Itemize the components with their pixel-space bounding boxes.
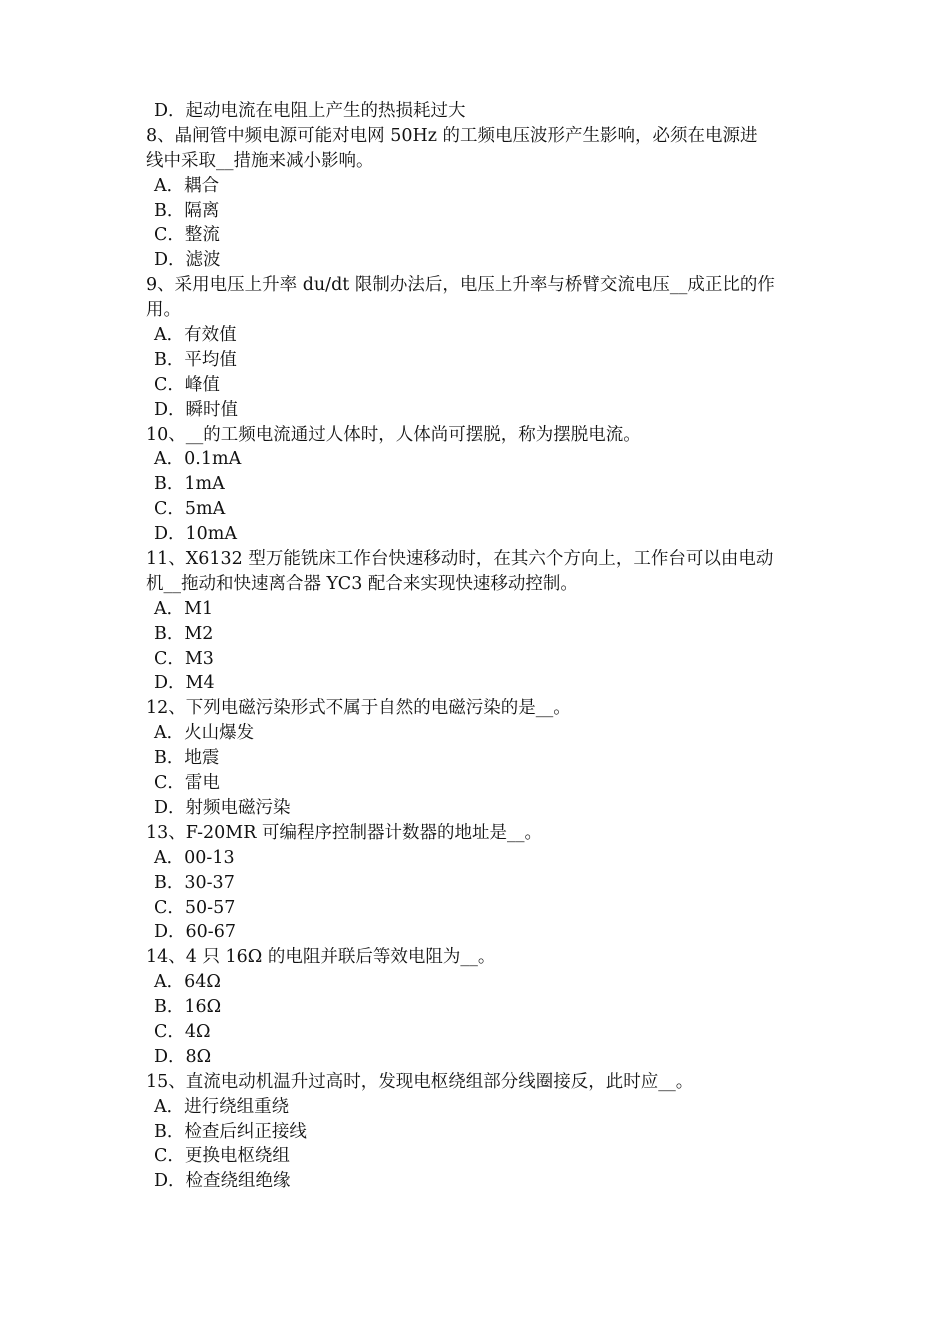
option-text: 检查绕组绝缘 [185, 1171, 291, 1192]
option-letter: C． [154, 374, 185, 395]
option-letter: A． [154, 449, 185, 470]
option-text: 16Ω [184, 997, 222, 1018]
option-text: 隔离 [184, 200, 220, 221]
answer-option [146, 647, 814, 672]
option-text: 有效值 [184, 325, 237, 346]
option-text: M1 [184, 598, 214, 619]
option-letter: D． [154, 1046, 186, 1067]
option-letter: A． [154, 1096, 185, 1117]
question-stem-line: 9、采用电压上升率 du/dt 限制办法后，电压上升率与桥臂交流电压__成正比的作 [146, 275, 775, 296]
answer-option [146, 896, 814, 921]
option-text: 00-13 [184, 847, 235, 868]
answer-option [146, 323, 814, 348]
option-letter: C． [154, 1021, 185, 1042]
option-text: M3 [184, 648, 214, 669]
option-letter: B． [154, 872, 185, 893]
option-letter: A． [154, 972, 185, 993]
answer-option [146, 1045, 814, 1070]
option-text: 0.1mA [184, 449, 242, 470]
option-text: 64Ω [184, 972, 221, 993]
question-stem-line: 机__拖动和快速离合器 YC3 配合来实现快速移动控制。 [146, 573, 578, 594]
option-text: 峰值 [184, 374, 220, 395]
option-letter: D． [154, 673, 186, 694]
option-letter: B． [154, 349, 185, 370]
option-letter: D． [154, 101, 186, 121]
answer-option [146, 597, 814, 622]
question-stem-line: 8、晶闸管中频电源可能对电网 50Hz 的工频电压波形产生影响，必须在电源进 [146, 125, 758, 146]
option-letter: B． [154, 997, 185, 1018]
option-text: 8Ω [185, 1046, 212, 1067]
answer-option [146, 671, 814, 696]
answer-option [146, 248, 814, 273]
option-text: 10mA [185, 524, 238, 545]
answer-option [146, 522, 814, 547]
question-stem-line: 12、下列电磁污染形式不属于自然的电磁污染的是__。 [146, 698, 571, 719]
option-letter: B． [154, 748, 185, 769]
question-stem-line: 15、直流电动机温升过高时，发现电枢绕组部分线圈接反，此时应__。 [146, 1071, 694, 1092]
option-text: 滤波 [185, 250, 221, 271]
answer-option [146, 796, 814, 821]
option-letter: D． [154, 797, 186, 818]
option-letter: D． [154, 922, 186, 943]
option-text: 60-67 [185, 922, 236, 943]
question-stem-line: 10、__的工频电流通过人体时，人体尚可摆脱，称为摆脱电流。 [146, 424, 641, 445]
answer-option [146, 622, 814, 647]
option-letter: C． [154, 225, 185, 246]
answer-option [146, 348, 814, 373]
option-letter: D． [154, 399, 186, 420]
option-text: 地震 [184, 748, 220, 769]
answer-option [146, 920, 814, 945]
option-text: 起动电流在电阻上产生的热损耗过大 [185, 101, 466, 121]
answer-option [146, 99, 814, 124]
answer-option [146, 771, 814, 796]
option-letter: C． [154, 499, 185, 520]
answer-option [146, 1169, 814, 1194]
answer-option [146, 472, 814, 497]
option-text: 耦合 [184, 175, 220, 196]
option-text: 检查后纠正接线 [184, 1121, 307, 1142]
option-text: 平均值 [184, 349, 237, 370]
option-letter: C． [154, 648, 185, 669]
answer-option [146, 1020, 814, 1045]
answer-option [146, 1120, 814, 1145]
answer-option [146, 871, 814, 896]
question-stem-line: 线中采取__措施来减小影响。 [146, 150, 374, 171]
option-letter: D． [154, 1171, 186, 1192]
option-letter: C． [154, 897, 185, 918]
answer-option [146, 223, 814, 248]
answer-option [146, 746, 814, 771]
option-letter: A． [154, 847, 185, 868]
answer-option [146, 373, 814, 398]
question-list [146, 99, 814, 1194]
question-stem-line: 14、4 只 16Ω 的电阻并联后等效电阻为__。 [146, 947, 496, 968]
answer-option [146, 1095, 814, 1120]
question-stem-line: 用。 [146, 300, 181, 321]
option-text: 雷电 [184, 773, 220, 794]
question-stem-line: 11、X6132 型万能铣床工作台快速移动时，在其六个方向上，工作台可以由电动 [146, 549, 774, 570]
answer-option [146, 970, 814, 995]
answer-option [146, 1144, 814, 1169]
option-letter: B． [154, 1121, 185, 1142]
option-letter: A． [154, 723, 185, 744]
option-text: 射频电磁污染 [185, 797, 291, 818]
option-text: 4Ω [184, 1021, 211, 1042]
answer-option [146, 995, 814, 1020]
option-text: 更换电枢绕组 [184, 1146, 290, 1167]
option-letter: B． [154, 200, 185, 221]
option-letter: A． [154, 325, 185, 346]
answer-option [146, 174, 814, 199]
option-text: 整流 [184, 225, 220, 246]
option-text: 30-37 [184, 872, 235, 893]
option-letter: B． [154, 474, 185, 495]
answer-option [146, 846, 814, 871]
answer-option [146, 721, 814, 746]
option-letter: C． [154, 773, 185, 794]
option-text: M4 [185, 673, 215, 694]
answer-option [146, 447, 814, 472]
answer-option [146, 398, 814, 423]
option-letter: B． [154, 623, 185, 644]
option-text: 进行绕组重绕 [184, 1096, 290, 1117]
option-letter: C． [154, 1146, 185, 1167]
option-letter: A． [154, 598, 185, 619]
answer-option [146, 497, 814, 522]
answer-option [146, 199, 814, 224]
option-text: 火山爆发 [184, 723, 255, 744]
option-text: 5mA [184, 499, 226, 520]
option-text: 瞬时值 [185, 399, 239, 420]
option-text: M2 [184, 623, 214, 644]
option-text: 50-57 [184, 897, 236, 918]
question-stem-line: 13、F-20MR 可编程序控制器计数器的地址是__。 [146, 822, 542, 843]
option-text: 1mA [184, 474, 225, 495]
option-letter: D． [154, 250, 186, 271]
option-letter: D． [154, 524, 186, 545]
option-letter: A． [154, 175, 185, 196]
